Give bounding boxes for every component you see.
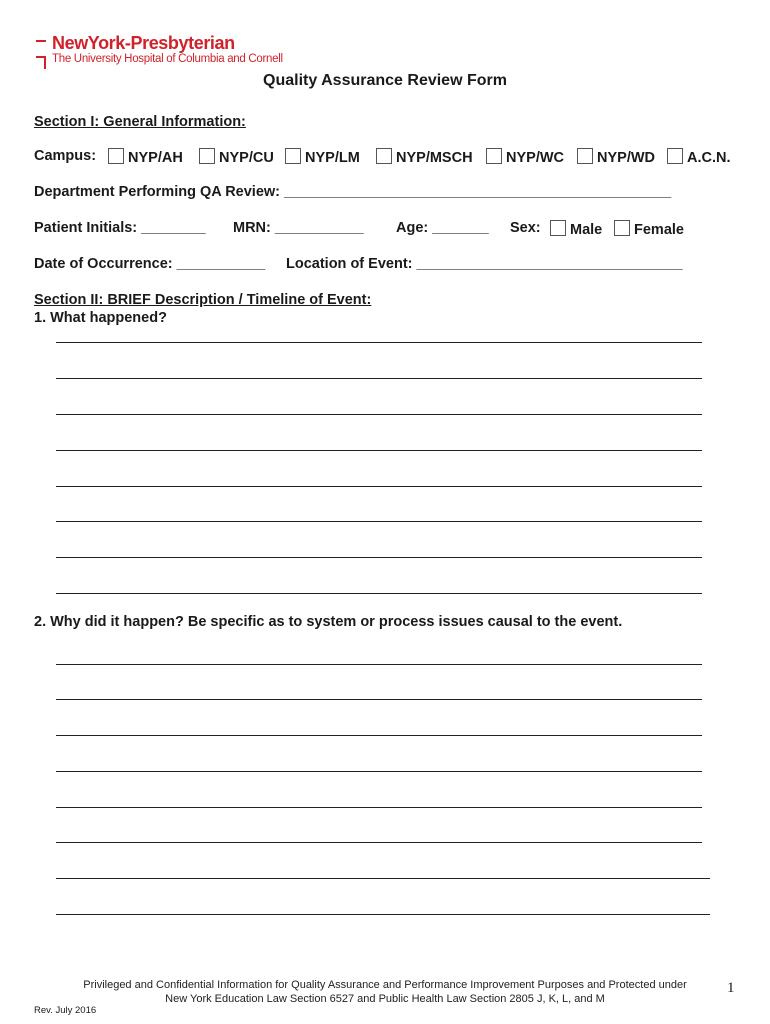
answer-line[interactable] (56, 914, 710, 915)
campus-option-wc[interactable]: NYP/WC (486, 148, 564, 166)
checkbox[interactable] (614, 220, 630, 236)
patient-initials-blank[interactable]: ________ (141, 220, 206, 236)
answer-line[interactable] (56, 593, 702, 594)
question-2: 2. Why did it happen? Be specific as to system or process issues causal to the event. (34, 614, 623, 630)
revision-date: Rev. July 2016 (34, 1005, 97, 1016)
logo-subtitle: The University Hospital of Columbia and Cornell (52, 53, 283, 65)
mrn-label: MRN: (233, 220, 275, 236)
answer-line[interactable] (56, 664, 702, 665)
logo-name: NewYork-Presbyterian (52, 33, 235, 53)
checkbox[interactable] (108, 148, 124, 164)
answer-line[interactable] (56, 486, 702, 487)
answer-line[interactable] (56, 771, 702, 772)
age-label: Age: (396, 220, 433, 236)
sex-label: Sex: (510, 220, 541, 236)
answer-line[interactable] (56, 878, 710, 879)
page-number: 1 (727, 980, 735, 996)
answer-line[interactable] (56, 342, 702, 343)
checkbox[interactable] (577, 148, 593, 164)
department-field[interactable] (34, 184, 671, 200)
campus-label: Campus: (34, 148, 97, 164)
age-field[interactable] (396, 220, 489, 236)
form-title: Quality Assurance Review Form (263, 72, 507, 89)
question-1: 1. What happened? (34, 310, 167, 326)
checkbox[interactable] (376, 148, 392, 164)
mrn-blank[interactable]: ___________ (274, 220, 364, 236)
date-blank[interactable]: ___________ (176, 256, 266, 272)
age-blank[interactable]: _______ (432, 220, 489, 236)
patient-initials-field[interactable] (34, 220, 206, 236)
footer-line-1: Privileged and Confidential Information for Quality Assurance and Performance Improvement Purposes and Protected under (83, 979, 687, 991)
answer-line[interactable] (56, 807, 702, 808)
campus-option-cu[interactable]: NYP/CU (199, 148, 274, 166)
footer-line-2: New York Education Law Section 6527 and Public Health Law Section 2805 J, K, L, and M (165, 993, 605, 1005)
answer-line[interactable] (56, 557, 702, 558)
answer-line[interactable] (56, 450, 702, 451)
department-label: Department Performing QA Review: (34, 184, 285, 200)
mrn-field[interactable] (233, 220, 364, 236)
section1-heading: Section I: General Information: (34, 114, 246, 130)
answer-line[interactable] (56, 378, 702, 379)
checkbox[interactable] (285, 148, 301, 164)
location-blank[interactable]: _________________________________ (416, 256, 683, 272)
answer-line[interactable] (56, 414, 702, 415)
answer-line[interactable] (56, 699, 702, 700)
answer-line[interactable] (56, 735, 702, 736)
answer-line[interactable] (56, 521, 702, 522)
campus-option-wd[interactable]: NYP/WD (577, 148, 655, 166)
checkbox[interactable] (550, 220, 566, 236)
location-field[interactable] (286, 256, 683, 272)
checkbox[interactable] (486, 148, 502, 164)
location-label: Location of Event: (286, 256, 417, 272)
campus-option-msch[interactable]: NYP/MSCH (376, 148, 473, 166)
section2-heading: Section II: BRIEF Description / Timeline of Event: (34, 292, 372, 308)
checkbox[interactable] (667, 148, 683, 164)
campus-option-ah[interactable]: NYP/AH (108, 148, 183, 166)
sex-option-female[interactable]: Female (614, 220, 684, 238)
date-field[interactable] (34, 256, 265, 272)
campus-option-lm[interactable]: NYP/LM (285, 148, 360, 166)
campus-option-acn[interactable]: A.C.N. (667, 148, 731, 166)
department-blank[interactable]: ________________________________________________ (284, 184, 672, 200)
sex-option-male[interactable]: Male (550, 220, 602, 238)
checkbox[interactable] (199, 148, 215, 164)
date-label: Date of Occurrence: (34, 256, 177, 272)
patient-initials-label: Patient Initials: (34, 220, 142, 236)
answer-line[interactable] (56, 842, 702, 843)
footer-notice (0, 978, 770, 1006)
logo-bracket-icon (36, 34, 48, 70)
